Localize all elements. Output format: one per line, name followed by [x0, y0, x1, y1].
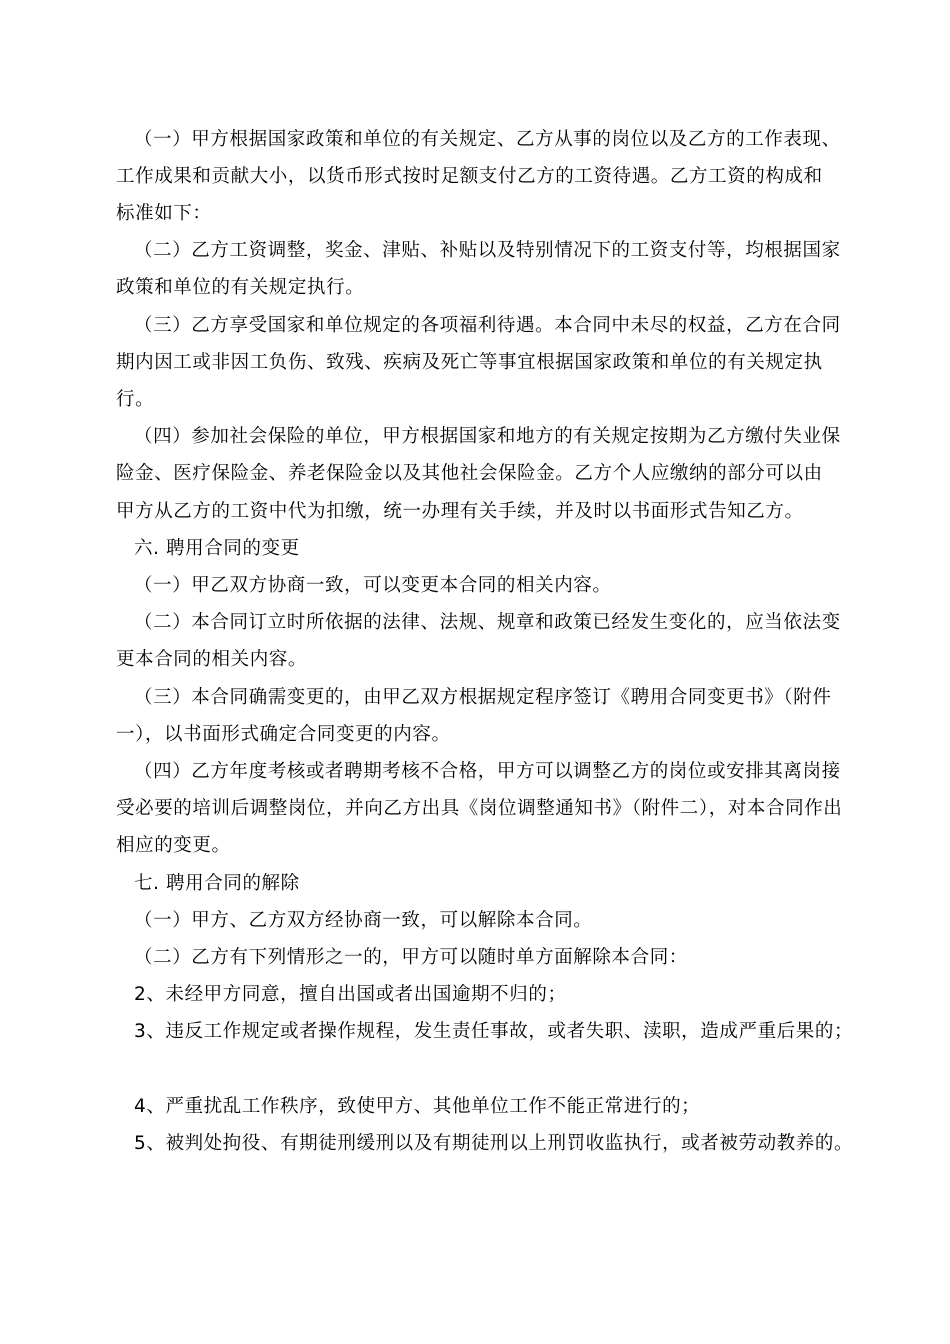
text-line: 标准如下：: [116, 203, 212, 224]
list-item: 2、未经甲方同意，擅自出国或者出国逾期不归的；: [134, 984, 567, 1005]
text-line: 相应的变更。: [116, 835, 231, 856]
text-line: （一）甲乙双方协商一致，可以变更本合同的相关内容。: [134, 575, 612, 596]
list-item: 4、严重扰乱工作秩序，致使甲方、其他单位工作不能正常进行的；: [134, 1096, 701, 1117]
text-line: （四）参加社会保险的单位，甲方根据国家和地方的有关规定按期为乙方缴付失业保: [134, 426, 841, 447]
text-line: （四）乙方年度考核或者聘期考核不合格，甲方可以调整乙方的岗位或安排其离岗接: [134, 761, 841, 782]
text-line: 险金、医疗保险金、养老保险金以及其他社会保险金。乙方个人应缴纳的部分可以由: [116, 463, 823, 484]
list-item: 5、被判处拘役、有期徒刑缓刑以及有期徒刑以上刑罚收监执行，或者被劳动教养的。: [134, 1133, 854, 1154]
text-line: 一），以书面形式确定合同变更的内容。: [116, 724, 451, 745]
text-line: 甲方从乙方的工资中代为扣缴，统一办理有关手续，并及时以书面形式告知乙方。: [116, 501, 804, 522]
text-line: （三）乙方享受国家和单位规定的各项福利待遇。本合同中未尽的权益，乙方在合同: [134, 315, 841, 336]
text-line: 行。: [116, 389, 155, 410]
text-line: （一）甲方、乙方双方经协商一致，可以解除本合同。: [134, 910, 593, 931]
text-line: 更本合同的相关内容。: [116, 649, 308, 670]
text-line: 政策和单位的有关规定执行。: [116, 277, 365, 298]
list-item: 3、违反工作规定或者操作规程，发生责任事故，或者失职、渎职，造成严重后果的；: [134, 1021, 854, 1042]
text-line: （二）乙方工资调整，奖金、津贴、补贴以及特别情况下的工资支付等，均根据国家: [134, 240, 841, 261]
text-line: （二）乙方有下列情形之一的，甲方可以随时单方面解除本合同：: [134, 947, 688, 968]
section-heading: 七. 聘用合同的解除: [134, 873, 300, 894]
text-line: （三）本合同确需变更的，由甲乙双方根据规定程序签订《聘用合同变更书》（附件: [134, 687, 832, 708]
text-line: （一）甲方根据国家政策和单位的有关规定、乙方从事的岗位以及乙方的工作表现、: [134, 129, 841, 150]
text-line: （二）本合同订立时所依据的法律、法规、规章和政策已经发生变化的，应当依法变: [134, 612, 841, 633]
text-line: 工作成果和贡献大小，以货币形式按时足额支付乙方的工资待遇。乙方工资的构成和: [116, 166, 823, 187]
section-heading: 六. 聘用合同的变更: [134, 538, 300, 559]
text-line: 期内因工或非因工负伤、致残、疾病及死亡等事宜根据国家政策和单位的有关规定执: [116, 352, 823, 373]
text-line: 受必要的培训后调整岗位，并向乙方出具《岗位调整通知书》（附件二），对本合同作出: [116, 798, 843, 819]
